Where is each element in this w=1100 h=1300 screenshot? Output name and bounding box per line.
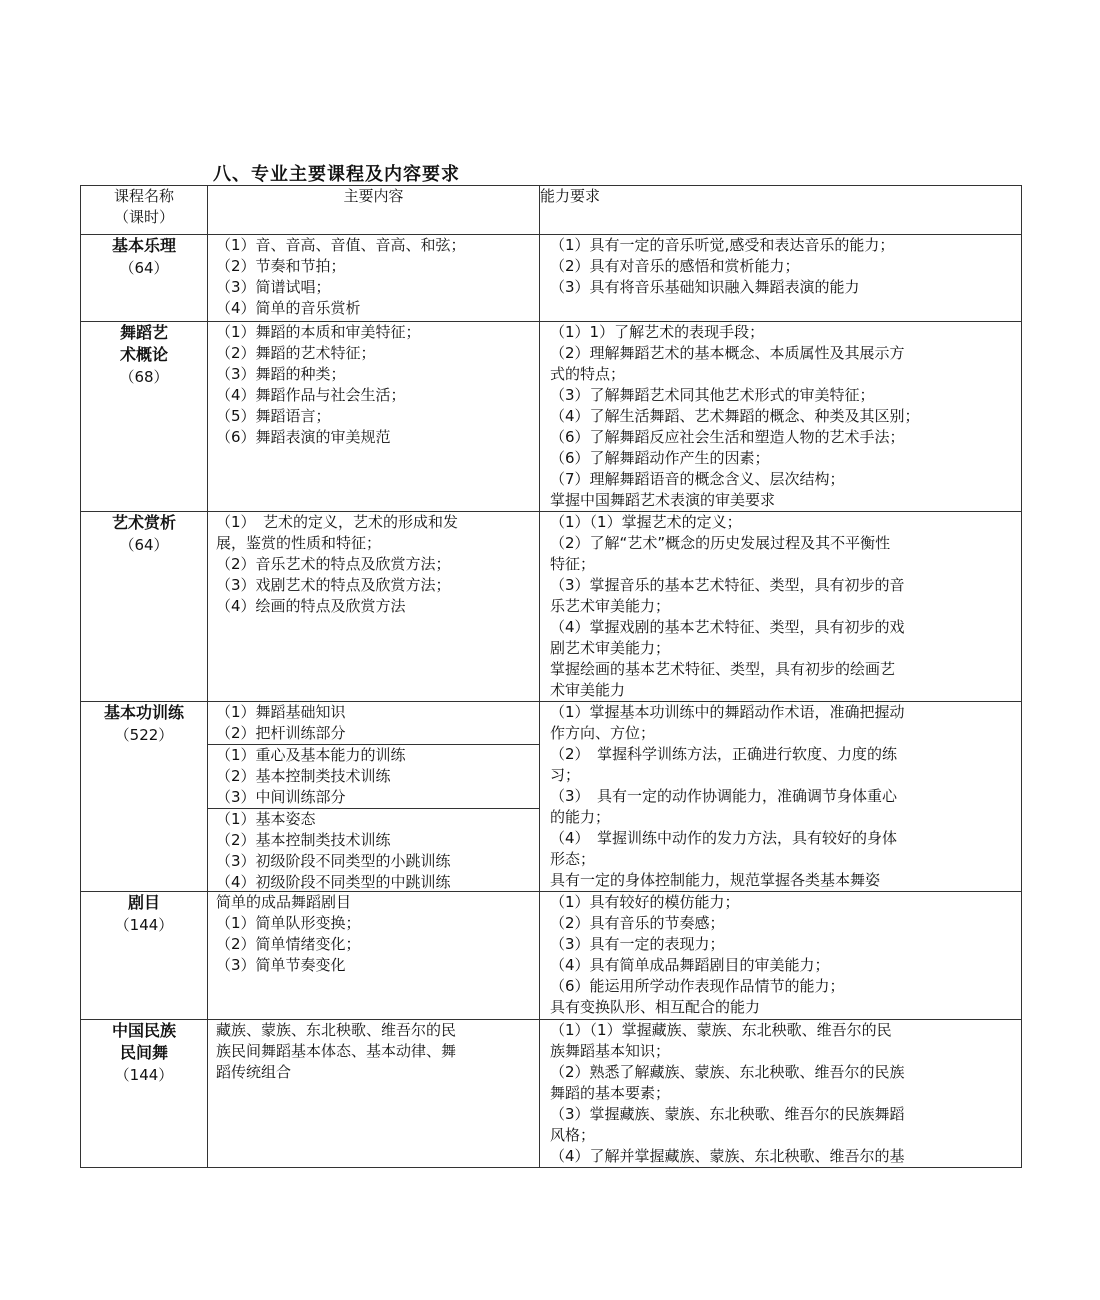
course-ability	[540, 322, 1021, 511]
ability-line: 术审美能力	[550, 681, 626, 699]
course-hours: （144）	[114, 916, 174, 934]
course-name: 舞蹈艺	[119, 323, 168, 342]
course-ability-cell	[540, 702, 1022, 892]
content-group	[208, 512, 539, 617]
content-line: （2）音乐艺术的特点及欣赏方法；	[216, 555, 451, 573]
content-line: （5）舞蹈语言；	[216, 407, 331, 425]
content-line: （3）初级阶段不同类型的小跳训练	[216, 852, 451, 870]
ability-line: （3）具有一定的表现力；	[550, 935, 725, 953]
content-line: （3）舞蹈的种类；	[216, 365, 346, 383]
header-name-line2: （课时）	[113, 208, 174, 226]
page-title: 八、专业主要课程及内容要求	[213, 164, 460, 185]
content-line: 展，鉴赏的性质和特征；	[216, 534, 382, 552]
course-hours: （64）	[119, 259, 169, 277]
course-name: 术概论	[119, 345, 168, 364]
content-group	[208, 892, 539, 976]
course-name: 剧目	[127, 893, 160, 912]
content-line: （1）简单队形变换；	[216, 914, 361, 932]
course-name-cell	[81, 892, 208, 1020]
course-hours: （144）	[114, 1066, 174, 1084]
content-line: （1）重心及基本能力的训练	[216, 746, 406, 764]
content-line: （1）舞蹈基础知识	[216, 703, 346, 721]
ability-line: （1）具有较好的模仿能力；	[550, 893, 740, 911]
header-content: 主要内容	[208, 186, 540, 235]
course-content	[208, 892, 539, 1019]
ability-line: 特征；	[550, 555, 596, 573]
course-name-cell	[81, 1020, 208, 1168]
course-content	[208, 1020, 539, 1167]
content-line: （1）基本姿态	[216, 810, 316, 828]
ability-line: 式的特点；	[550, 365, 626, 383]
ability-line: （4）掌握戏剧的基本艺术特征、类型，具有初步的戏	[550, 618, 905, 636]
ability-line: （6）了解舞蹈动作产生的因素；	[550, 449, 770, 467]
content-group	[208, 808, 539, 891]
header-ability: 能力要求	[540, 186, 1022, 235]
ability-line: （1）掌握基本功训练中的舞蹈动作术语，准确把握动	[550, 703, 905, 721]
course-ability	[540, 512, 1021, 701]
ability-line: （2）熟悉了解藏族、蒙族、东北秧歌、维吾尔的民族	[550, 1063, 905, 1081]
course-name-cell	[81, 322, 208, 512]
content-line: （3）戏剧艺术的特点及欣赏方法；	[216, 576, 451, 594]
content-line: （1） 艺术的定义，艺术的形成和发	[216, 513, 459, 531]
content-line: 蹈传统组合	[216, 1063, 292, 1081]
course-name: 民间舞	[119, 1043, 168, 1062]
ability-line: （1）具有一定的音乐听觉,感受和表达音乐的能力；	[550, 236, 895, 254]
ability-line: （4）了解并掌握藏族、蒙族、东北秧歌、维吾尔的基	[550, 1147, 905, 1165]
ability-line: （2）了解“艺术”概念的历史发展过程及其不平衡性	[550, 534, 891, 552]
ability-line: （1）1）了解艺术的表现手段；	[550, 323, 765, 341]
ability-line: （4）具有简单成品舞蹈剧目的审美能力；	[550, 956, 830, 974]
ability-line: 的能力；	[550, 808, 611, 826]
ability-line: 习；	[550, 766, 581, 784]
content-line: （1）舞蹈的本质和审美特征；	[216, 323, 421, 341]
content-line: （4）简单的音乐赏析	[216, 299, 361, 317]
course-ability-cell	[540, 235, 1022, 322]
ability-line: 具有一定的身体控制能力，规范掌握各类基本舞姿	[550, 871, 881, 889]
ability-line: 作方向、方位；	[550, 724, 656, 742]
ability-line: （2）具有音乐的节奏感；	[550, 914, 725, 932]
content-line: 简单的成品舞蹈剧目	[216, 893, 352, 911]
ability-line: （2）具有对音乐的感悟和赏析能力；	[550, 257, 800, 275]
course-ability	[540, 892, 1021, 1019]
content-line: （3）简单节奏变化	[216, 956, 346, 974]
table-row	[81, 702, 1022, 892]
course-ability	[540, 1020, 1021, 1167]
course-table	[80, 185, 1022, 1168]
ability-line: （3）掌握藏族、蒙族、东北秧歌、维吾尔的民族舞蹈	[550, 1105, 905, 1123]
content-line: （4）舞蹈作品与社会生活；	[216, 386, 406, 404]
course-ability-cell	[540, 322, 1022, 512]
ability-line: 掌握绘画的基本艺术特征、类型，具有初步的绘画艺	[550, 660, 896, 678]
content-line: （2）节奏和节拍；	[216, 257, 346, 275]
course-ability	[540, 702, 1021, 891]
ability-line: （3） 具有一定的动作协调能力，准确调节身体重心	[550, 787, 898, 805]
course-content-cell	[208, 322, 540, 512]
course-content-cell	[208, 235, 540, 322]
course-content	[208, 512, 539, 701]
content-line: （1）音、音高、音值、音高、和弦；	[216, 236, 466, 254]
content-line: （4）绘画的特点及欣赏方法	[216, 597, 406, 615]
content-line: （3）中间训练部分	[216, 788, 346, 806]
course-content	[208, 702, 539, 891]
ability-line: （6）了解舞蹈反应社会生活和塑造人物的艺术手法；	[550, 428, 905, 446]
ability-line: 掌握中国舞蹈艺术表演的审美要求	[550, 491, 776, 509]
course-ability-cell	[540, 892, 1022, 1020]
ability-line: （7）理解舞蹈语音的概念含义、层次结构；	[550, 470, 845, 488]
ability-line: （3）具有将音乐基础知识融入舞蹈表演的能力	[550, 278, 860, 296]
content-group	[208, 235, 539, 319]
course-content	[208, 235, 539, 321]
ability-line: 族舞蹈基本知识；	[550, 1042, 671, 1060]
ability-line: （3）了解舞蹈艺术同其他艺术形式的审美特征；	[550, 386, 875, 404]
course-name: 艺术赏析	[111, 513, 176, 532]
content-line: 藏族、蒙族、东北秧歌、维吾尔的民	[216, 1021, 457, 1039]
content-group	[208, 322, 539, 448]
course-content-cell	[208, 1020, 540, 1168]
course-content-cell	[208, 892, 540, 1020]
ability-line: （4） 掌握训练中动作的发力方法，具有较好的身体	[550, 829, 898, 847]
content-line: （2）基本控制类技术训练	[216, 831, 391, 849]
course-hours: （68）	[119, 368, 169, 386]
course-content	[208, 322, 539, 511]
content-group	[208, 1020, 539, 1083]
course-name: 基本功训练	[103, 703, 184, 722]
content-line: （3）简谱试唱；	[216, 278, 331, 296]
course-name-cell	[81, 235, 208, 322]
ability-line: （2） 掌握科学训练方法，正确进行软度、力度的练	[550, 745, 898, 763]
content-line: （2）把杆训练部分	[216, 724, 346, 742]
ability-line: （6）能运用所学动作表现作品情节的能力；	[550, 977, 845, 995]
course-rows	[81, 235, 1022, 1168]
course-hours: （64）	[119, 536, 169, 554]
ability-line: 剧艺术审美能力；	[550, 639, 671, 657]
course-name-cell	[81, 702, 208, 892]
course-content-cell	[208, 702, 540, 892]
ability-line: 乐艺术审美能力；	[550, 597, 671, 615]
ability-line: （1）（1）掌握藏族、蒙族、东北秧歌、维吾尔的民	[550, 1021, 892, 1039]
ability-line: （3）掌握音乐的基本艺术特征、类型，具有初步的音	[550, 576, 905, 594]
content-group	[208, 702, 539, 744]
ability-line: （2）理解舞蹈艺术的基本概念、本质属性及其展示方	[550, 344, 905, 362]
course-name-cell	[81, 512, 208, 702]
table-row	[81, 892, 1022, 1020]
content-line: 族民间舞蹈基本体态、基本动律、舞	[216, 1042, 457, 1060]
course-name: 中国民族	[111, 1021, 176, 1040]
ability-line: （1）（1）掌握艺术的定义；	[550, 513, 742, 531]
table-row	[81, 1020, 1022, 1168]
course-hours: （522）	[114, 726, 174, 744]
course-ability	[540, 235, 1021, 321]
ability-line: 具有变换队形、相互配合的能力	[550, 998, 761, 1016]
content-group	[208, 744, 539, 808]
ability-line: 风格；	[550, 1126, 596, 1144]
content-line: （6）舞蹈表演的审美规范	[216, 428, 391, 446]
table-row	[81, 235, 1022, 322]
header-course-name	[81, 186, 208, 235]
content-line: （2）简单情绪变化；	[216, 935, 361, 953]
course-ability-cell	[540, 1020, 1022, 1168]
ability-line: 形态；	[550, 850, 596, 868]
ability-line: （4）了解生活舞蹈、艺术舞蹈的概念、种类及其区别；	[550, 407, 920, 425]
table-row	[81, 512, 1022, 702]
content-line: （2）基本控制类技术训练	[216, 767, 391, 785]
content-line: （2）舞蹈的艺术特征；	[216, 344, 376, 362]
ability-line: 舞蹈的基本要素；	[550, 1084, 671, 1102]
course-name: 基本乐理	[111, 236, 176, 255]
course-ability-cell	[540, 512, 1022, 702]
header-name-line1: 课程名称	[113, 187, 174, 205]
table-row	[81, 322, 1022, 512]
course-content-cell	[208, 512, 540, 702]
table-header-row	[81, 186, 1022, 235]
content-line: （4）初级阶段不同类型的中跳训练	[216, 873, 451, 891]
